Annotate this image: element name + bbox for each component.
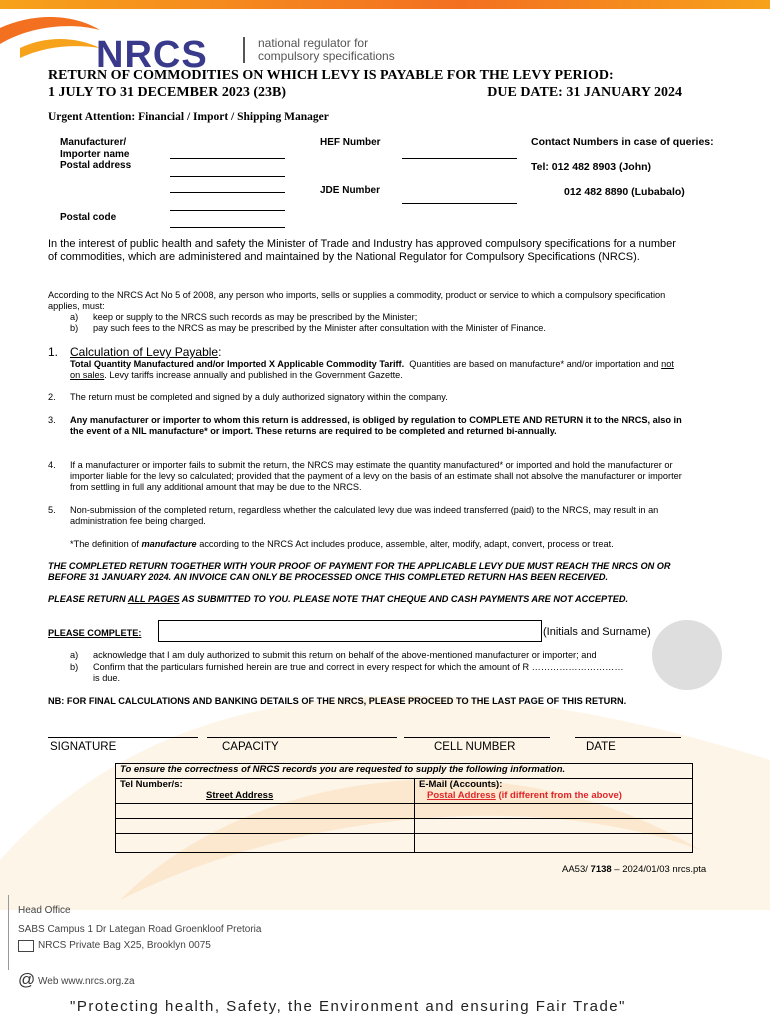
website[interactable]: Web www.nrcs.org.za [38, 976, 135, 987]
email-cell[interactable] [415, 779, 693, 804]
complete-marker-a: a) [70, 650, 79, 660]
hef-number-field[interactable] [402, 158, 517, 159]
definition-post: according to the NRCS Act includes produce, assemble, alter, modify, adapt, convert, process or treat. [196, 539, 614, 549]
item-4-number: 4. [48, 460, 56, 470]
jde-number-field[interactable] [402, 203, 517, 204]
logo-divider [243, 37, 245, 63]
tel-number-cell[interactable] [116, 779, 415, 804]
item-1-number: 1. [48, 345, 59, 359]
tagline-line-1: national regulator for [258, 36, 369, 50]
records-heading: To ensure the correctness of NRCS records you are requested to supply the following information. [116, 764, 693, 779]
jde-label: JDE Number [320, 185, 381, 196]
ref-pre: AA53/ [562, 864, 591, 875]
is-due-text: is due. [93, 673, 121, 683]
act-item-b: pay such fees to the NRCS as may be prescribed by the Minister after consultation with the Minister of Finance. [93, 323, 546, 333]
item-1-text-a: Quantities are based on manufacture* and/or importation and [409, 359, 659, 369]
act-marker-b: b) [70, 323, 79, 333]
notice-pre: PLEASE RETURN [48, 594, 128, 604]
cell-number-label: CELL NUMBER [434, 741, 516, 753]
postal-note: (if different from the above) [498, 790, 622, 801]
records-row-postal-3[interactable] [415, 834, 693, 853]
records-row-postal-2[interactable] [415, 819, 693, 834]
contact-tel-1: Tel: 012 482 8903 (John) [531, 161, 652, 173]
date-line[interactable] [575, 737, 681, 738]
complete-marker-b: b) [70, 662, 79, 672]
confirm-text: Confirm that the particulars furnished herein are true and correct in every respect for which the amount of R ………………………… [93, 662, 624, 672]
records-row-street-2[interactable] [116, 819, 415, 834]
capacity-label: CAPACITY [222, 741, 279, 753]
importer-name-field[interactable] [170, 158, 285, 159]
records-row-postal-1[interactable] [415, 804, 693, 819]
footer-divider [8, 895, 9, 970]
postal-code-field[interactable] [170, 227, 285, 228]
initials-surname-input[interactable] [158, 620, 542, 642]
mail-icon [18, 940, 34, 952]
contact-heading: Contact Numbers in case of queries: [531, 136, 714, 148]
capacity-line[interactable] [207, 737, 397, 738]
head-office-address: SABS Campus 1 Dr Lategan Road Groenkloof Pretoria [18, 924, 262, 935]
item-5-number: 5. [48, 505, 56, 515]
intro-paragraph: In the interest of public health and safety the Minister of Trade and Industry has approved compulsory specifications for a number of commodities, which are administered and maintained by the National Regulator for Compulsory Specifications (NRCS). [48, 238, 676, 263]
postal-box: NRCS Private Bag X25, Brooklyn 0075 [38, 940, 211, 951]
please-complete-label: PLEASE COMPLETE: [48, 628, 142, 638]
all-pages: ALL PAGES [127, 594, 180, 604]
postal-code-label: Postal code [60, 212, 117, 223]
nb-note: NB: FOR FINAL CALCULATIONS AND BANKING DETAILS OF THE NRCS, PLEASE PROCEED TO THE LAST PAGE OF THIS RETURN. [48, 696, 627, 706]
ref-number: 7138 [590, 864, 612, 875]
records-table [115, 763, 693, 853]
item-5-text: Non-submission of the completed return, regardless whether the calculated levy due was indeed transferred (paid) to the NRCS, may result in an administration fee being charged. [70, 505, 659, 526]
signature-line[interactable] [48, 737, 198, 738]
item-2-number: 2. [48, 392, 56, 402]
not-on-sales: not on sales [70, 359, 674, 380]
at-icon: @ [18, 970, 36, 989]
due-date: DUE DATE: 31 JANUARY 2024 [487, 85, 682, 100]
records-row-street-3[interactable] [116, 834, 415, 853]
reference-code [562, 864, 706, 875]
email-label: E-Mail (Accounts): [419, 779, 503, 790]
importer-name-label: Importer name [60, 148, 130, 160]
definition-pre: *The definition of [70, 539, 142, 549]
all-pages-notice [48, 594, 684, 605]
postal-address-field-1[interactable] [170, 176, 285, 177]
definition-note [70, 539, 684, 550]
act-item-a: keep or supply to the NRCS such records as may be prescribed by the Minister; [93, 312, 418, 322]
postal-address-label: Postal Address [427, 790, 496, 801]
records-row-street-1[interactable] [116, 804, 415, 819]
hef-label: HEF Number [320, 137, 381, 148]
acknowledge-text: acknowledge that I am duly authorized to submit this return on behalf of the above-mentioned manufacturer or importer; and [93, 650, 597, 660]
item-1-heading: Calculation of Levy Payable [70, 345, 219, 359]
postal-address-field-3[interactable] [170, 210, 285, 211]
item-3-text: Any manufacturer or importer to whom this return is addressed, is obliged by regulation to COMPLETE AND RETURN it to the NRCS, also in the event of a NIL manufacture* or import. These returns are required to be completed and returned bi-annually. [70, 415, 682, 436]
act-paragraph: According to the NRCS Act No 5 of 2008, any person who imports, sells or supplies a commodity, product or service to which a compulsory specification applies, must: [48, 290, 666, 311]
contact-tel-2: 012 482 8890 (Lubabalo) [564, 186, 685, 198]
document-title [48, 67, 682, 101]
postal-address-label: Postal address [60, 160, 132, 171]
slogan: "Protecting health, Safety, the Environment and ensuring Fair Trade" [70, 998, 626, 1015]
item-4-text: If a manufacturer or importer fails to submit the return, the NRCS may estimate the quantity manufactured* or imported and hold the manufacturer or importer liable for the levy so calculated; provided that the payment of a levy on the basis of an estimate shall not absolve the manufacturer or importer from settling in full any additional amount that may be due to the NRCS. [70, 460, 682, 492]
attention-line: Urgent Attention: Financial / Import / Shipping Manager [48, 111, 329, 123]
item-2-text: The return must be completed and signed by a duly authorized signatory within the company. [70, 392, 448, 402]
postal-address-field-2[interactable] [170, 192, 285, 193]
cell-number-line[interactable] [404, 737, 550, 738]
notice-post: AS SUBMITTED TO YOU. PLEASE NOTE THAT CHEQUE AND CASH PAYMENTS ARE NOT ACCEPTED. [179, 594, 629, 604]
head-office-label: Head Office [18, 905, 71, 916]
logo-tagline [258, 37, 395, 63]
street-address-label: Street Address [206, 790, 274, 801]
definition-word: manufacture [141, 539, 197, 549]
manufacturer-label: Manufacturer/ [60, 137, 127, 148]
return-notice: THE COMPLETED RETURN TOGETHER WITH YOUR PROOF OF PAYMENT FOR THE APPLICABLE LEVY DUE MUST REACH THE NRCS ON OR BEFORE 31 JANUARY 2024. AN INVOICE CAN ONLY BE PROCESSED ONCE THIS COMPLETED RETURN HAS BEEN RECEIVED. [48, 561, 671, 582]
act-marker-a: a) [70, 312, 79, 322]
nrcs-logo: NRCS [96, 34, 208, 76]
ref-post: – 2024/01/03 nrcs.pta [611, 864, 707, 875]
tel-number-label: Tel Number/s: [120, 779, 183, 790]
levy-period: 1 JULY TO 31 DECEMBER 2023 (23B) [48, 85, 287, 100]
date-label: DATE [586, 741, 616, 753]
item-3-number: 3. [48, 415, 56, 425]
tagline-line-2: compulsory specifications [258, 49, 395, 63]
item-1-text-b: . Levy tariffs increase annually and published in the Government Gazette. [104, 370, 403, 380]
manufacturer-labels [60, 137, 131, 172]
signature-label: SIGNATURE [50, 741, 117, 753]
item-1-text [70, 359, 684, 381]
title-line-1: RETURN OF COMMODITIES ON WHICH LEVY IS PAYABLE FOR THE LEVY PERIOD: [48, 68, 614, 83]
levy-formula: Total Quantity Manufactured and/or Imported X Applicable Commodity Tariff. [70, 359, 405, 369]
item-1-heading-wrap: Calculation of Levy Payable: [70, 345, 222, 359]
initials-label: (Initials and Surname) [543, 626, 651, 638]
